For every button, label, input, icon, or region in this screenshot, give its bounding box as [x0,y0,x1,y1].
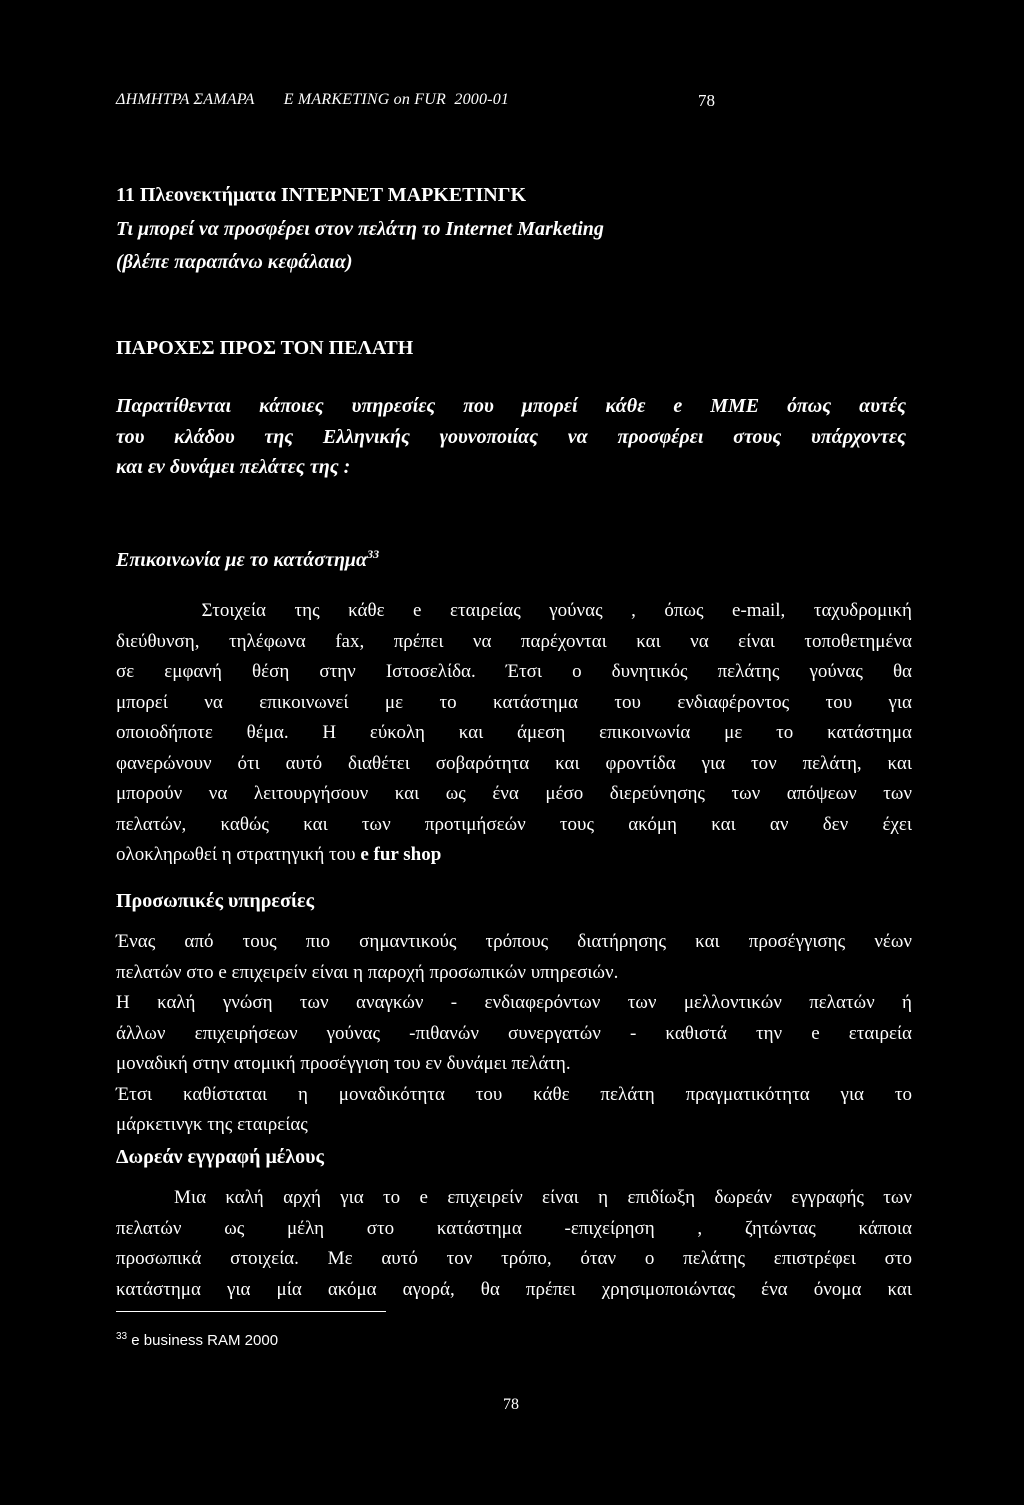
membership-line: Μια καλή αρχή για το e επιχειρείν είναι η επιδίωξη δωρεάν εγγραφής των [116,1187,912,1208]
contact-line: οποιοδήποτε θέμα. Η εύκολη και άμεση επικοινωνία με το κατάστημα [116,722,912,743]
contact-line: διεύθυνση, τηλέφωνα fax, πρέπει να παρέχονται και να είναι τοποθετημένα [116,630,912,652]
contact-line: μπορεί να επικοινωνεί με το κατάστημα του ενδιαφέροντος του για [116,691,912,713]
contact-line [116,840,912,871]
contact-line: σε εμφανή θέση στην Ιστοσελίδα. Έτσι ο δυνητικός πελάτης γούνας θα [116,661,912,682]
contact-line: μπορούν να λειτουργήσουν και ως ένα μέσο διερεύνησης των απόψεων των [116,783,912,804]
contact-line: φανερώνουν ότι αυτό διαθέτει σοβαρότητα και φροντίδα για τον πελάτη, και [116,752,912,774]
section-title-line2: Τι μπορεί να προσφέρει στον πελάτη το Internet Marketing [116,218,604,240]
contact-line: πελατών, καθώς και των προτιμήσεών τους ακόμη και αν δεν έχει [116,813,912,835]
contact-paragraph [116,596,912,871]
personal-line: πελατών στο e επιχειρείν είναι η παροχή προσωπικών υπηρεσιών. [116,961,619,983]
personal-line: Η καλή γνώση των αναγκών - ενδιαφερόντων των μελλοντικών πελατών ή [116,992,912,1013]
personal-line: άλλων επιχειρήσεων γούνας -πιθανών συνεργατών - καθιστά την e εταιρεία [116,1022,912,1044]
footnote-reference: 33 [367,547,380,561]
header-page-number: 78 [698,91,715,110]
section-title-line3: (βλέπε παραπάνω κεφάλαια) [116,251,353,273]
personal-line: Έτσι καθίσταται η μοναδικότητα του κάθε πελάτη πραγματικότητα για το [116,1083,912,1105]
membership-line: πελατών ως μέλη στο κατάστημα -επιχείρηση , ζητώντας κάποια [116,1217,912,1239]
membership-heading: Δωρεάν εγγραφή μέλους [116,1146,324,1168]
running-header: ΔΗΜΗΤΡΑ ΣΑΜΑΡΑ E MARKETING on FUR 2000-01 [116,91,510,108]
personal-line: Ένας από τους πιο σημαντικούς τρόπους διατήρησης και προσέγγισης νέων [116,931,912,952]
section-title-line1: 11 Πλεονεκτήματα ΙΝΤΕΡΝΕΤ ΜΑΡΚΕΤΙΝΓΚ [116,184,527,206]
membership-line: κατάστημα για μία ακόμα αγορά, θα πρέπει χρησιμοποιώντας ένα όνομα και [116,1278,912,1300]
intro-line: και εν δυνάμει πελάτες της : [116,456,351,478]
personal-services-paragraph [116,927,912,1141]
contact-last-line-text: ολοκληρωθεί η στρατηγική του [116,844,361,865]
footnote-divider [116,1311,386,1312]
services-heading: ΠΑΡΟΧΕΣ ΠΡΟΣ ΤΟΝ ΠΕΛΑΤΗ [116,337,414,359]
membership-line: προσωπικά στοιχεία. Με αυτό τον τρόπο, όταν ο πελάτης επιστρέφει στο [116,1248,912,1269]
contact-line: Στοιχεία της κάθε e εταιρείας γούνας , όπως e-mail, ταχυδρομική [116,600,912,621]
membership-paragraph [116,1183,912,1305]
contact-last-line-bold: e fur shop [360,844,442,865]
personal-line: μάρκετινγκ της εταιρείας [116,1114,308,1135]
footer-page-number: 78 [503,1396,519,1413]
footnote [116,1331,278,1349]
intro-paragraph [116,391,906,483]
footnote-number: 33 [116,1331,128,1342]
footnote-text: e business RAM 2000 [127,1332,279,1349]
personal-services-heading: Προσωπικές υπηρεσίες [116,890,315,912]
intro-line: του κλάδου της Ελληνικής γουνοποιίας να προσφέρει στους υπάρχοντες [116,425,906,448]
intro-line: Παρατίθενται κάποιες υπηρεσίες που μπορεί κάθε e ΜΜΕ όπως αυτές [116,395,906,417]
contact-heading-text: Επικοινωνία με το κατάστημα [116,549,368,571]
personal-line: μοναδική στην ατομική προσέγγιση του εν δυνάμει πελάτη. [116,1053,571,1074]
contact-heading [116,547,379,572]
